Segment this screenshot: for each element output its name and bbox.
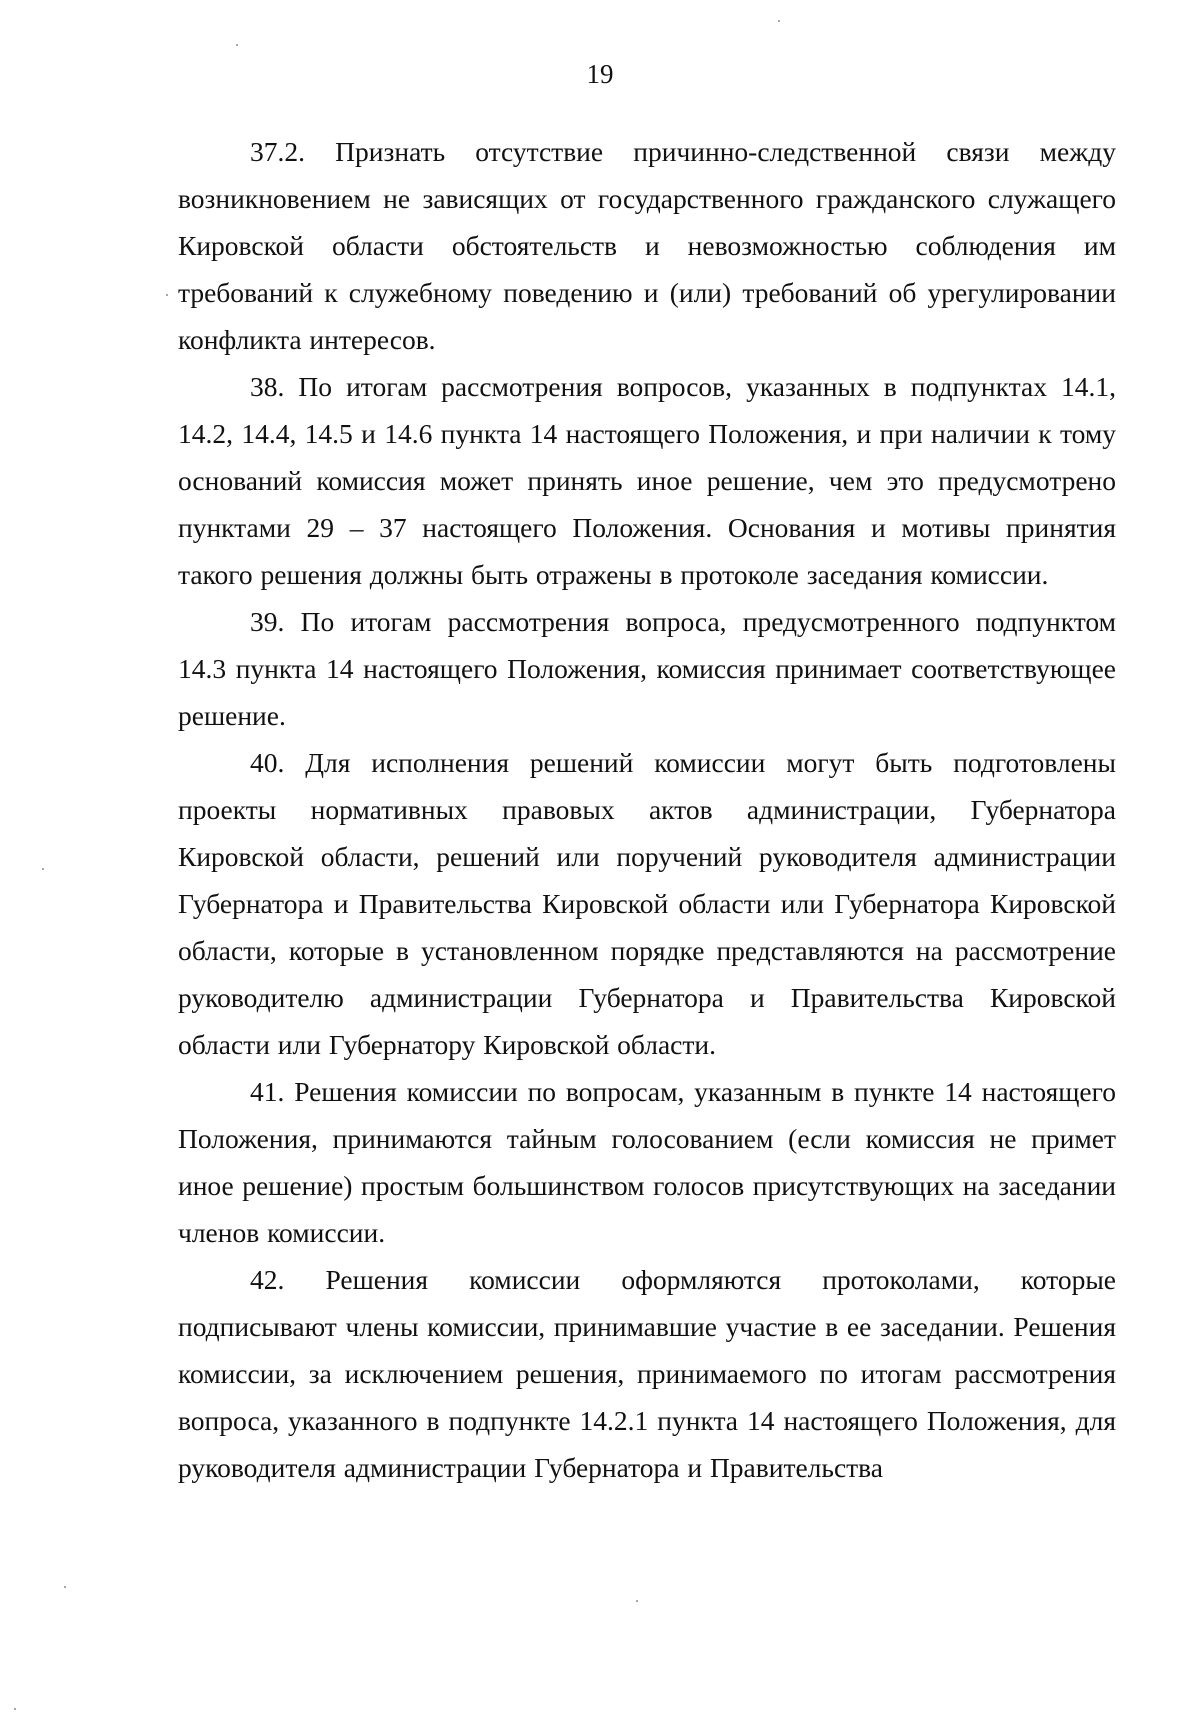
paragraph-38: 38. По итогам рассмотрения вопросов, указанных в подпунктах 14.1, 14.2, 14.4, 14.5 и 14.6 пункта 14 настоящего Положения, и при наличии к тому оснований комиссия может принять иное решение, чем это предусмотрено пунктами 29 – 37 настоящего Положения. Основания и мотивы принятия такого решения должны быть отражены в протоколе заседания комиссии. (178, 371, 1116, 590)
paragraph-40: 40. Для исполнения решений комиссии могут быть подготовлены проекты нормативных правовых актов администрации, Губернатора Кировской области, решений или поручений руководителя администрации Губернатора и Правительства Кировской области или Губернатора Кировской области, которые в установленном порядке представляются на рассмотрение руководителю администрации Губернатора и Правительства Кировской области или Губернатору Кировской области. (178, 747, 1116, 1060)
scan-speck (64, 1586, 66, 1588)
scan-speck (236, 44, 238, 46)
page-number: 19 (586, 59, 614, 89)
scan-speck (778, 20, 780, 22)
document-body (178, 128, 1116, 1491)
paragraph-41: 41. Решения комиссии по вопросам, указанным в пункте 14 настоящего Положения, принимаются тайным голосованием (если комиссия не примет иное решение) простым большинством голосов присутствующих на заседании членов комиссии. (178, 1076, 1116, 1248)
scan-speck (636, 1600, 638, 1602)
scan-speck (42, 868, 44, 870)
paragraph-37-2: 37.2. Признать отсутствие причинно-следственной связи между возникновением не зависящих от государственного гражданского служащего Кировской области обстоятельств и невозможностью соблюдения им требований к служебному поведению и (или) требований об урегулировании конфликта интересов. (178, 136, 1116, 355)
paragraph-42: 42. Решения комиссии оформляются протоколами, которые подписывают члены комиссии, принимавшие участие в ее заседании. Решения комиссии, за исключением решения, принимаемого по итогам рассмотрения вопроса, указанного в подпункте 14.2.1 пункта 14 настоящего Положения, для руководителя администрации Губернатора и Правительства (178, 1264, 1116, 1483)
paragraph-39: 39. По итогам рассмотрения вопроса, предусмотренного подпунктом 14.3 пункта 14 настоящего Положения, комиссия принимает соответствующее решение. (178, 606, 1116, 731)
scan-speck (166, 294, 168, 296)
scan-speck (14, 1708, 16, 1710)
